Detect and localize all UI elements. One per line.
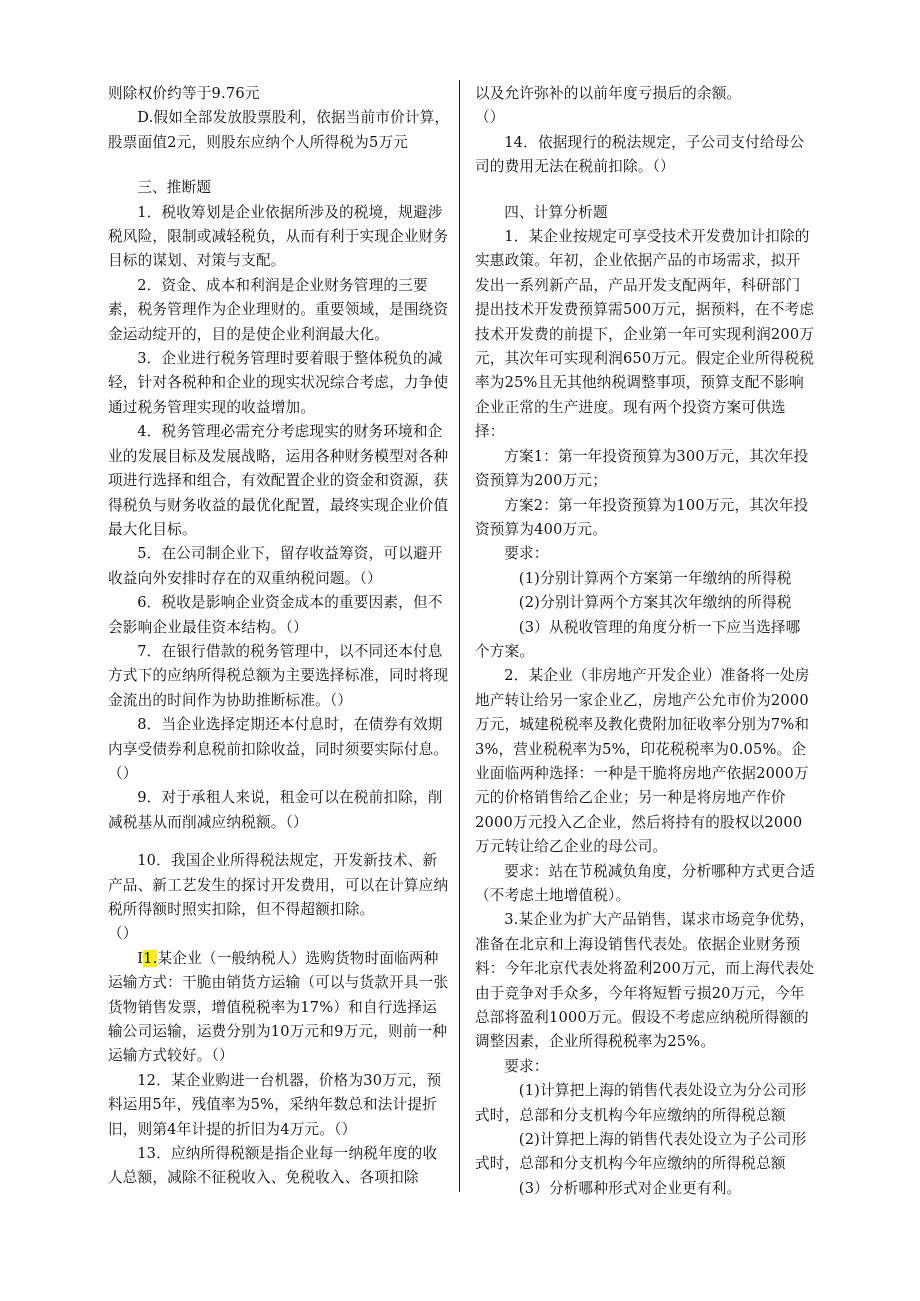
calc-1-requirement-3: (3）从税收管理的角度分析一下应当选择哪个方案。 (475, 618, 801, 660)
requirement-label: 要求： (504, 1057, 549, 1075)
right-column (475, 82, 815, 1201)
item-11-prefix: I (137, 949, 144, 967)
calc-2-requirement: 要求：站在节税减负角度，分析哪种方式更合适（不考虑土地增值税）。 (475, 862, 815, 904)
plan-1: 方案1：第一年投资预算为300万元，其次年投资预算为200万元； (475, 447, 809, 490)
calc-1-requirement-2: (2)分别计算两个方案其次年缴纳的所得税 (518, 594, 792, 612)
calc-1-requirement-1: (1)分别计算两个方案第一年缴纳的所得税 (518, 569, 792, 587)
judgement-item-7: 7．在银行借款的税务管理中，以不同还本付息方式下的应纳所得税总额为主要选择标准，同时将现金流出的时间作为协助推断标准。（） (108, 642, 449, 709)
option-d: D.假如全部发放股票股利，依据当前市价计算，股票面值2元，则股东应纳个人所得税为5万元 (108, 109, 450, 151)
judgement-item-13-mark: （） (475, 109, 505, 127)
highlighted-number: 1. (143, 949, 158, 967)
judgement-item-1: 1．税收筹划是企业依据所涉及的税境，规避涉税风险，限制或减轻税负，从而有利于实现企业财务目标的谋划、对策与支配。 (108, 203, 449, 270)
requirement-label: 要求： (504, 545, 549, 563)
section-title-judgement: 三、推断题 (137, 179, 212, 197)
judgement-item-13: 13．应纳所得税额是指企业每一纳税年度的收人总额，减除不征税收入、免税收入、各项扣除 (108, 1145, 438, 1187)
calc-question-2: 2．某企业（非房地产开发企业）准备将一处房地产转让给另一家企业乙，房地产公允市价为2000万元，城建税税率及教化费附加征收率分别为7%和3%，营业税税率为5%，印花税税率为0.05%。企业面临两种选择：一种是干脆将房地产依据2000万元的价格销售给乙企业；另一种是将房地产作价2000万元投入乙企业，然后将持有的股权以2000万元转让给乙企业的母公司。 (475, 667, 810, 856)
judgement-item-2: 2．资金、成本和利润是企业财务管理的三要素，税务管理作为企业理财的。重要领域，是围绕资金运动绽开的，目的是使企业利润最大化。 (108, 276, 449, 343)
item-11-text: 某企业（一般纳税人）选购货物时面临两种运输方式：干脆由销货方运输（可以与货款开具一张货物销售发票，增值税税率为17%）和自行选择运输公司运输，运费分别为10万元和9万元，则前一种运输方式较好。（） (108, 949, 449, 1065)
left-column (108, 82, 450, 1191)
paragraph: 则除权价约等于9.76元 (108, 85, 260, 102)
judgement-item-8: 8．当企业选择定期还本付息时，在债券有效期内享受债券利息税前扣除收益，同时须要实际付息。（） (108, 716, 449, 782)
calc-3-requirement-1: (1)计算把上海的销售代表处设立为分公司形式时，总部和分支机构今年应缴纳的所得税总额 (475, 1082, 807, 1124)
judgement-item-14: 14．依据现行的税法规定，子公司支付给母公司的费用无法在税前扣除。（） (475, 133, 805, 176)
judgement-item-13-continued: 以及允许弥补的以前年度亏损后的余额。 (475, 85, 742, 102)
column-divider (459, 80, 460, 1192)
judgement-item-9: 9．对于承租人来说，租金可以在税前扣除，削减税基从而削减应纳税额。（） (108, 789, 443, 831)
judgement-item-12: 12．某企业购进一台机器，价格为30万元，预料运用5年，残值率为5%，采纳年数总和法计提折旧，则第4年计提的折旧为4万元。（） (108, 1071, 442, 1138)
judgement-item-5: 5．在公司制企业下，留存收益筹资，可以避开收益向外安排时存在的双重纳税问题。（） (108, 545, 443, 587)
calc-3-requirement-2: (2)计算把上海的销售代表处设立为子公司形式时，总部和分支机构今年应缴纳的所得税总额 (475, 1131, 807, 1173)
plan-2: 方案2：第一年投资预算为100万元，其次年投资预算为400万元。 (475, 496, 809, 538)
judgement-item-6: 6．税收是影响企业资金成本的重要因素，但不会影响企业最佳资本结构。（） (108, 594, 443, 636)
judgement-item-10: 10．我国企业所得税法规定，开发新技术、新产品、新工艺发生的探讨开发费用，可以在计算应纳税所得额时照实扣除，但不得超额扣除。 (108, 852, 449, 918)
judgement-item-11 (108, 947, 450, 1069)
judgement-item-3: 3．企业进行税务管理时要着眼于整体税负的减轻，针对各税种和企业的现实状况综合考虑，力争使通过税务管理实现的收益增加。 (108, 350, 449, 416)
calc-question-1: 1．某企业按规定可享受技术开发费加计扣除的实惠政策。年初，企业依据产品的市场需求，拟开发出一系列新产品，产品开发支配两年，科研部门提出技术开发费预算需500万元，据预料，在不考虑技术开发费的前提下，企业第一年可实现利润200万元，其次年可实现利润650万元。假定企业所得税税率为25%且无其他纳税调整事项，预算支配不影响企业正常的生产进度。现有两个投资方案可供选择： (475, 228, 815, 441)
judgement-item-10-mark: （） (108, 925, 138, 943)
judgement-item-4: 4．税务管理必需充分考虑现实的财务环境和企业的发展目标及发展战略，运用各种财务模型对各种项进行选择和组合，有效配置企业的资金和资源，获得税负与财务收益的最优化配置，最终实现企业价值最大化目标。 (108, 423, 449, 538)
section-title-calculation: 四、计算分析题 (504, 203, 608, 221)
calc-question-3: 3.某企业为扩大产品销售，谋求市场竞争优势，准备在北京和上海设销售代表处。依据企业财务预料：今年北京代表处将盈利200万元，而上海代表处由于竞争对手众多，今年将短暂亏损20万元，今年总部将盈利1000万元。假设不考虑应纳税所得额的调整因素，企业所得税税率为25%。 (475, 911, 815, 1051)
calc-3-requirement-3: (3）分析哪种形式对企业更有利。 (518, 1179, 742, 1197)
